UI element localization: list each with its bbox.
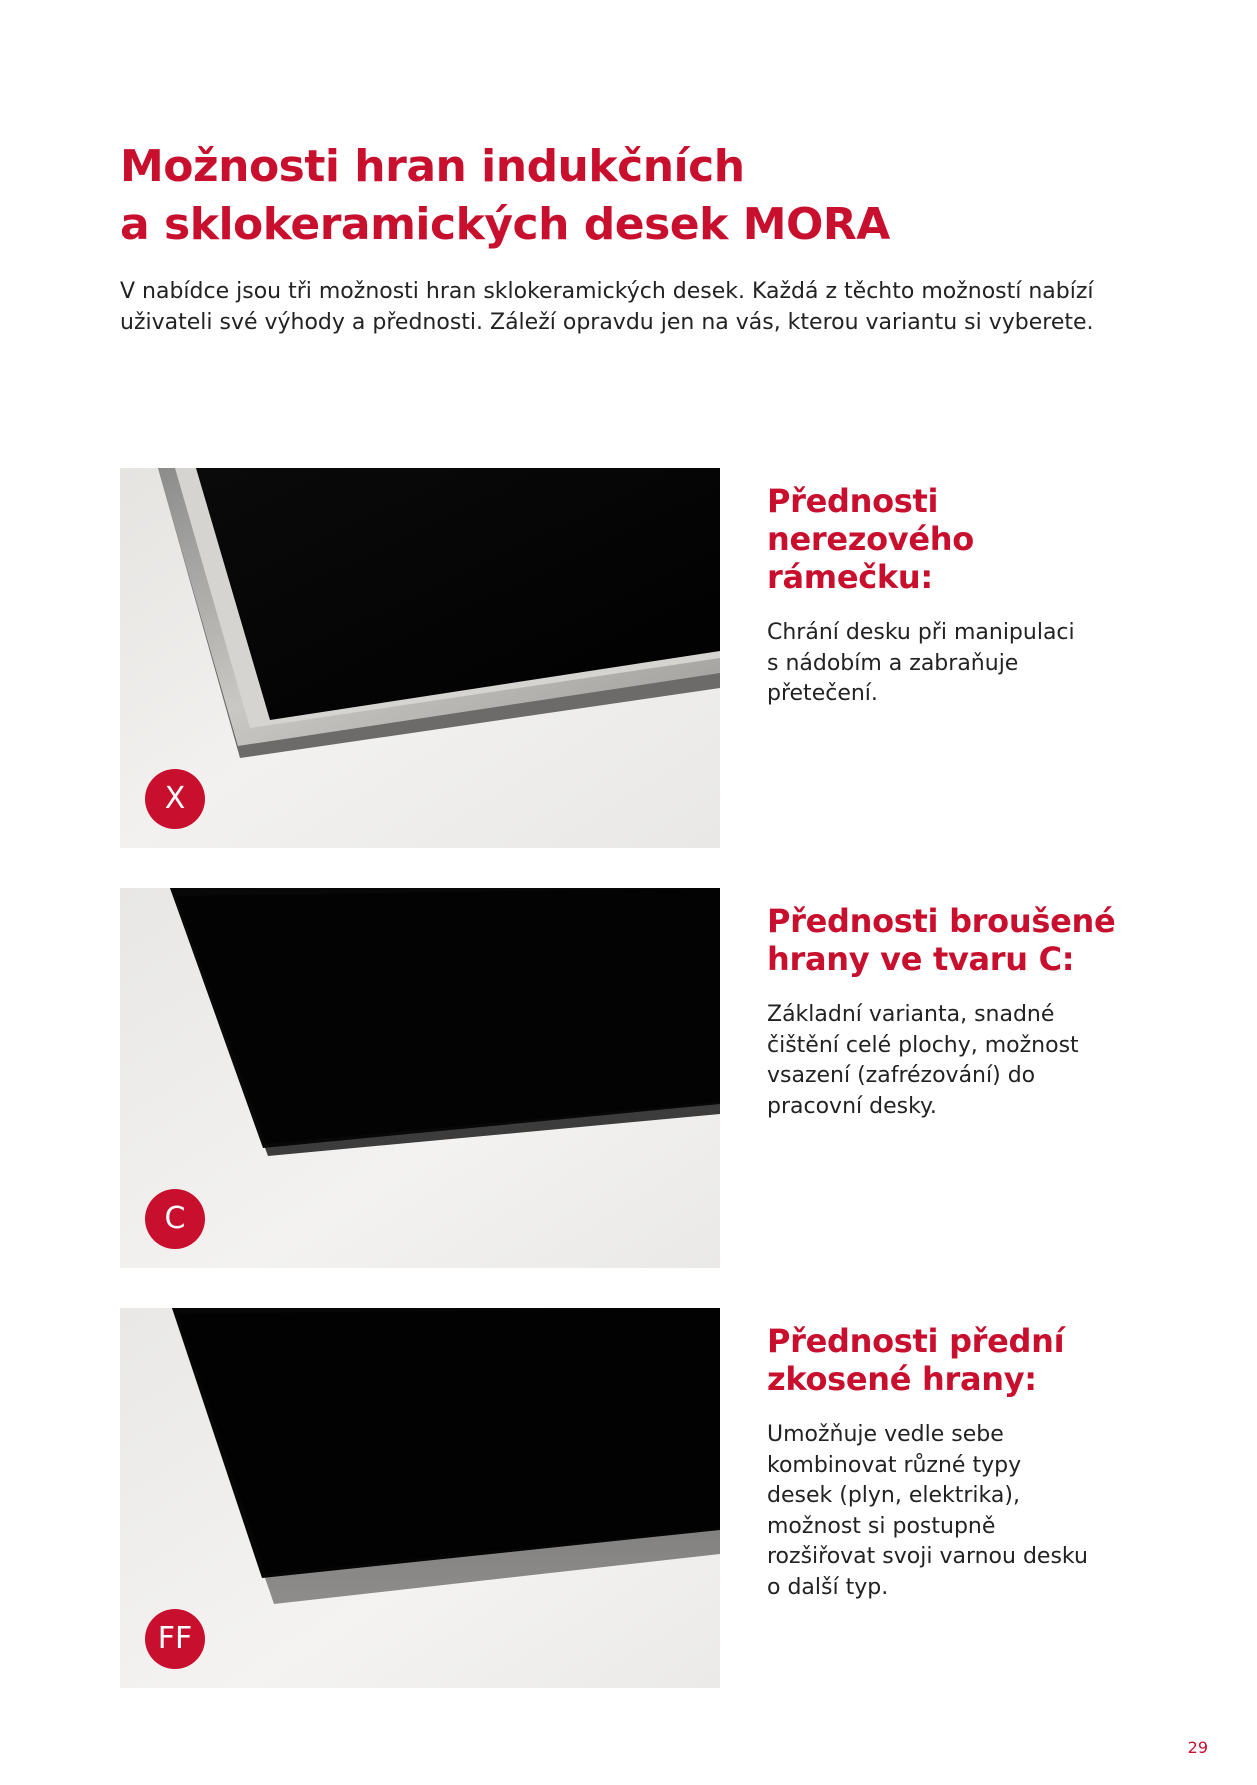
heading-line: rámečku: [767,558,933,596]
heading-line: Přednosti přední [767,1322,1065,1360]
edge-option-x-description [767,618,1187,710]
description-line: s nádobím a zabraňuje [767,650,1019,676]
c-edge-photo [120,888,720,1268]
stainless-frame-illustration [120,468,720,848]
description-line: o další typ. [767,1574,889,1600]
edge-option-x-text [767,482,1187,710]
page-title-line-1: Možnosti hran indukčních [120,141,745,192]
page-number: 29 [1187,1738,1208,1757]
description-line: přetečení. [767,681,878,706]
page-title-line-2: a sklokeramických desek MORA [120,199,890,250]
edge-option-c-text [767,902,1187,1122]
bevelled-edge-illustration [120,1308,720,1688]
description-line: kombinovat různé typy [767,1452,1022,1478]
description-line: vsazení (zafrézování) do [767,1063,1036,1088]
description-line: desek (plyn, elektrika), [767,1483,1020,1508]
heading-line: Přednosti broušené [767,902,1116,940]
edge-option-ff-text [767,1322,1187,1603]
edge-option-ff [120,1308,1220,1688]
description-line: čištění celé plochy, možnost [767,1032,1079,1058]
description-line: Umožňuje vedle sebe [767,1422,1004,1447]
heading-line: nerezového [767,520,974,558]
edge-option-x-heading [767,482,1187,596]
description-line: Základní varianta, snadné [767,1002,1055,1027]
heading-line: hrany ve tvaru C: [767,940,1075,978]
heading-line: Přednosti [767,482,939,520]
edge-option-c-description [767,1000,1187,1122]
edge-option-ff-description [767,1420,1187,1603]
edge-option-x [120,468,1220,848]
description-line: možnost si postupně [767,1513,996,1539]
edge-type-badge-c: C [145,1189,205,1249]
description-line: rozšiřovat svoji varnou desku [767,1544,1088,1569]
edge-type-badge-ff: FF [145,1609,205,1669]
intro-paragraph: V nabídce jsou tři možnosti hran sklokeramických desek. Každá z těchto možností nabízí uživateli své výhody a přednosti. Záleží opravdu jen na vás, kterou variantu si vyberete. [120,279,1094,335]
edge-option-c-heading [767,902,1187,978]
edge-type-badge-x: X [145,769,205,829]
page-title [120,138,1120,254]
edge-option-ff-heading [767,1322,1187,1398]
description-line: Chrání desku při manipulaci [767,620,1075,645]
heading-line: zkosené hrany: [767,1360,1037,1398]
bevelled-edge-photo [120,1308,720,1688]
stainless-frame-photo [120,468,720,848]
description-line: pracovní desky. [767,1093,937,1119]
c-edge-illustration [120,888,720,1268]
edge-option-c [120,888,1220,1268]
